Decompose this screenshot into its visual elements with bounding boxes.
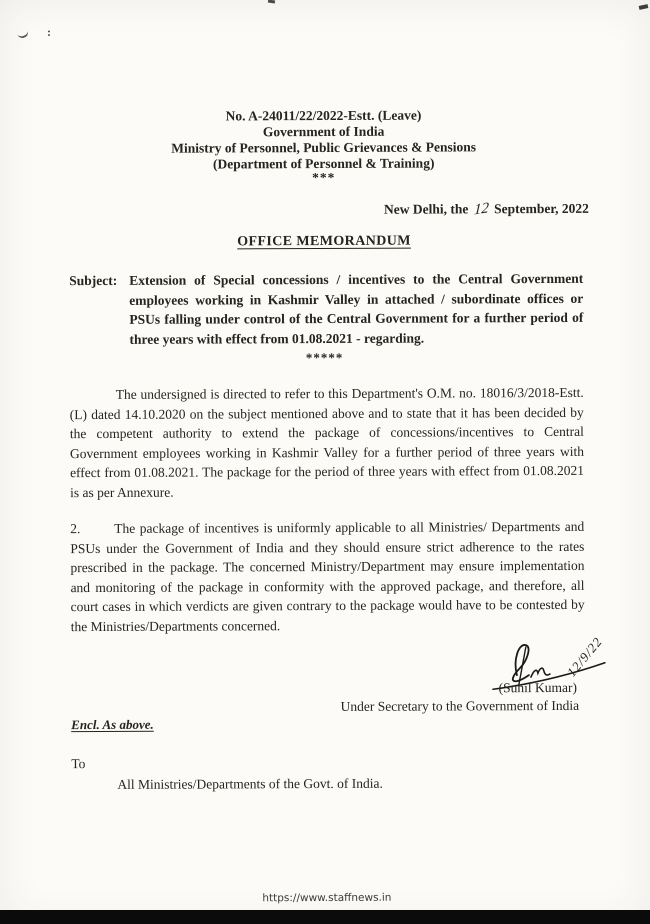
subject-block <box>69 269 583 349</box>
scan-mark-colon: : <box>47 25 51 39</box>
enclosure-note: Encl. As above. <box>71 716 154 733</box>
reference-number: No. A-24011/22/2022-Estt. (Leave) <box>225 107 422 124</box>
footer-url: https://www.staffnews.in <box>262 891 392 905</box>
body-paragraph-2-text: The package of incentives is uniformly applicable to all Ministries/ Departments and PSUs under the Government of India and they should ensure strict adherence to the rates prescribed in the package. The concerned Ministry/Department may ensure implementation and monitoring of the package in conformity with the approved package, and therefore, all court cases in which verdicts are given contrary to the package would have to be contested by the Ministries/Departments concerned. <box>70 518 585 634</box>
memo-title: OFFICE MEMORANDUM <box>237 233 411 250</box>
stars-separator: *** <box>312 169 336 186</box>
subject-text: Extension of Special concessions / incentives to the Central Government employees working in Kashmir Valley in attached / subordinate offices or PSUs falling under control of the Central Government for a further period of three years with effect from 01.08.2021 - regarding. <box>129 270 584 347</box>
paragraph-number: 2. <box>70 521 81 537</box>
body-paragraph-1: The undersigned is directed to refer to this Department's O.M. no. 18016/3/2018-Estt.(L) dated 14.10.2020 on the subject mentioned above and to state that it has been decided by the competent authority to extend the package of concessions/incentives to Central Government employees working in Kashmir Valley for a further period of three years with effect from 01.08.2021. The package for the period of three years with effect from 01.08.2021 is as per Annexure. <box>69 384 585 500</box>
department-name: (Department of Personnel & Training) <box>212 155 435 172</box>
body-paragraph-2 <box>70 517 585 636</box>
date-prefix: New Delhi, the <box>383 201 469 217</box>
place-date-line <box>384 201 589 219</box>
addressee-line: All Ministries/Departments of the Govt. of India. <box>117 775 383 792</box>
to-label: To <box>71 756 86 772</box>
signatory-name: (Sunil Kumar) <box>498 679 578 696</box>
bottom-scan-bar <box>0 910 650 924</box>
org-name: Government of India <box>262 123 385 140</box>
handwritten-day: 12 <box>473 200 490 219</box>
ministry-name: Ministry of Personnel, Public Grievances & Pensions <box>171 139 477 156</box>
date-rest: September, 2022 <box>494 200 589 217</box>
star-separator: ***** <box>305 349 344 366</box>
subject-label: Subject: <box>69 272 118 289</box>
handwritten-signature-date: 12/9/22 <box>563 633 606 680</box>
signatory-designation: Under Secretary to the Government of India <box>340 697 580 714</box>
